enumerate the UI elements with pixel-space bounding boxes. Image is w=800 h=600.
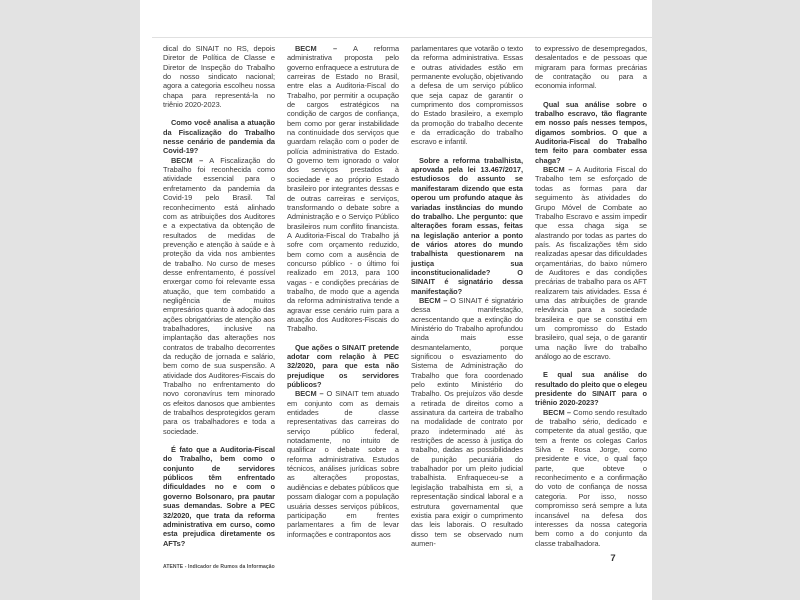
body-text: dical do SINAIT no RS, depois Diretor de Política de Classe e Diretor de Inspeção do Trabalho do nosso sindicato nacional; agora a categoria escolheu nossa chapa para representá-la no triênio 2020-2023. xyxy=(163,44,275,110)
interview-question: Como você analisa a atuação da Fiscalização do Trabalho nesse cenário de pandemia da Covid-19? xyxy=(163,118,275,156)
text-column-1 xyxy=(163,44,275,556)
answer-text: A Auditoria Fiscal do Trabalho tem se esforçado de todas as formas para dar seguimento às atividades do Grupo Móvel de Combate ao Trabalho Escravo e assim impedir que essa chaga siga se alastrando por todas as partes do país. As fiscalizações têm sido realizadas apesar das dificuldades orçamentárias, do baixo número de Auditores e das condições precárias de trabalho para os AFT realizarem tais atividades. Essa é uma das atribuições de grande relevância para a sociedade brasileira e que se constitui em um compromisso do Estado brasileiro, qual seja, o de garantir uma nação livre do trabalho análogo ao de escravo. xyxy=(535,165,647,361)
interviewee-initials: BECM – xyxy=(543,407,571,417)
body-text: to expressivo de desempregados, desalentados e de pessoas que migraram para formas precárias de contratação ou para a economia informal. xyxy=(535,44,647,91)
interview-answer xyxy=(411,296,523,548)
interview-question: Que ações o SINAIT pretende adotar com relação à PEC 32/2020, para que esta não prejudique os servidores públicos? xyxy=(287,342,399,390)
interview-answer xyxy=(163,156,275,436)
interviewee-initials: BECM – xyxy=(419,295,448,305)
magazine-page xyxy=(140,0,652,600)
interview-answer xyxy=(287,44,399,334)
interview-question: É fato que a Auditoria-Fiscal do Trabalho, bem como o conjunto de servidores públicos têm enfrentado dificuldades no e com o governo Bolsonaro, pra pautar suas demandas. Sobre a PEC 32/2020, que trata da reforma administrativa em curso, como esta prejudica diretamente os AFTs? xyxy=(163,445,275,548)
answer-text: Como sendo resultado de trabalho sério, dedicado e competente da atual gestão, que tem a frente os colegas Carlos Silva e Rosa Jorge, como presidente e vice, o qual faço parte, que obteve o reconhecimento e a confirmação do voto de confiança de nossa categoria. Por isso, nosso compromisso será sempre a luta incansável na defesa dos interesses da nossa categoria bem como a do conjunto da classe trabalhadora. xyxy=(535,407,647,548)
answer-text: O SINAIT tem atuado em conjunto com as demais entidades de classe representativas das carreiras do serviço público federal, notadamente, no intuito de qualificar o debate sobre a reforma administrativa. Estudos técnicos, análises jurídicas sobre as alterações propostas, audiências e debates públicos que possam dialogar com a população usuária desses serviços públicos, participação em frentes parlamentares a fim de levar informações e contrapontos aos xyxy=(287,389,399,539)
answer-text: A reforma administrativa proposta pelo governo enfraquece a estrutura de carreiras de Estado no Brasil, entre elas a Auditoria-Fiscal do Trabalho, por permitir a ocupação de cargos estratégicos na condição de cargos de confiança, bem como por gerar instabilidade na continuidade dos serviços que guardam relação com o poder de polícia administrativa do Estado. O governo tem ignorado o valor dos serviços prestados à sociedade e ao próprio Estado brasileiro por integrantes dessas e de outras carreiras e serviços, transformando o debate sobre a Administração e o Serviço Público brasileiros num conflito financista. A Auditoria-Fiscal do Trabalho já sofre com orçamento reduzido, bem como com a ausência de concurso público - o último foi realizado em 2013, para 100 vagas - e condições precárias de trabalho, de modo que a agenda da reforma administrativa tende a agravar esse cenário ruim para a atuação dos Auditores-Fiscais do Trabalho. xyxy=(287,44,399,334)
body-text: parlamentares que votarão o texto da reforma administrativa. Essas e outras atividades estão em permanente evolução, objetivando a defesa de um serviço público que seja capaz de garantir o cumprimento dos compromissos do Estado brasileiro, a exemplo da promoção do trabalho decente e da erradicação do trabalho escravo e infantil. xyxy=(411,44,523,147)
interview-answer xyxy=(287,389,399,539)
interview-question: E qual sua análise do resultado do pleito que o elegeu presidente do SINAIT para o triênio 2020-2023? xyxy=(535,370,647,408)
interview-question: Sobre a reforma trabalhista, aprovada pela lei 13.467/2017, estudiosos do assunto se manifestaram dizendo que esta operou um profundo ataque às variadas instâncias do mundo do trabalho. Lhe pergunto: que alterações foram essas, feitas na legislação anterior a ponto de vários atores do mundo trabalhista questionarem na justiça sua inconstitucionalidade? O SINAIT é signatário dessa manifestação? xyxy=(411,155,523,296)
text-column-2 xyxy=(287,44,399,556)
text-column-3 xyxy=(411,44,523,556)
footer-note: ATENTE - Indicador de Rumos da Informação xyxy=(163,564,275,570)
interviewee-initials: BECM – xyxy=(543,165,573,175)
interview-question: Qual sua análise sobre o trabalho escravo, tão flagrante em nosso país nesses tempos, digamos sombrios. O que a Auditoria-Fiscal do Trabalho tem feito para combater essa chaga? xyxy=(535,99,647,165)
interview-answer xyxy=(535,408,647,548)
interview-answer xyxy=(535,165,647,361)
article-columns xyxy=(163,44,649,556)
header-rule xyxy=(152,37,652,38)
interviewee-initials: BECM – xyxy=(295,389,324,399)
page-number: 7 xyxy=(610,553,616,564)
answer-text: O SINAIT é signatário dessa manifestação, acrescentando que a extinção do Ministério do Trabalho aprofundou ainda mais esse desmantelamento, porque significou o esvaziamento do Sistema de Administração do Trabalho que fora coordenado pelo extinto Ministério do Trabalho. Os prejuízos vão desde a retirada de direitos como a assinatura da carteira de trabalho na modalidade de contrato por prazo indeterminado até às restrições de acesso à justiça do trabalho, dadas as possibilidades de punição pecuniária do trabalhador por um pleito judicial trabalhista. Enfraqueceu-se a legislação trabalhista em si, a representação sindical laboral e a estrutura governamental que existia para exigir o cumprimento das leis laborais. O resultado disso tem se observado num aumen- xyxy=(411,295,523,548)
interviewee-initials: BECM – xyxy=(171,155,204,165)
text-column-4 xyxy=(535,44,647,556)
answer-text: A Fiscalização do Trabalho foi reconhecida como atividade essencial para o enfretamento da pandemia da Covid-19 pelo Brasil. Tal reconhecimento está alinhado com as atribuições dos Auditores e a expectativa da obtenção de resultados de medidas de prevenção e atenção à saúde e à proteção da vida nos ambientes de trabalho. No curso de meses desse enfrentamento, é possível enxergar como foi relevante essa atuação, que tem combatido a negligência de muitos empresários quanto à adoção das ações obrigatórias de atenção aos trabalhadores, inclusive na implantação das alterações nos contratos de trabalho decorrentes da redução de jornada e salário, bem como de sua suspensão. A atividade dos Auditores-Fiscais do Trabalho no enfrentamento do novo coronavírus tem minorado os efeitos danosos que ambientes de trabalhos desprotegidos geram para os trabalhadores e toda a sociedade. xyxy=(163,155,275,436)
interviewee-initials: BECM – xyxy=(295,44,338,53)
